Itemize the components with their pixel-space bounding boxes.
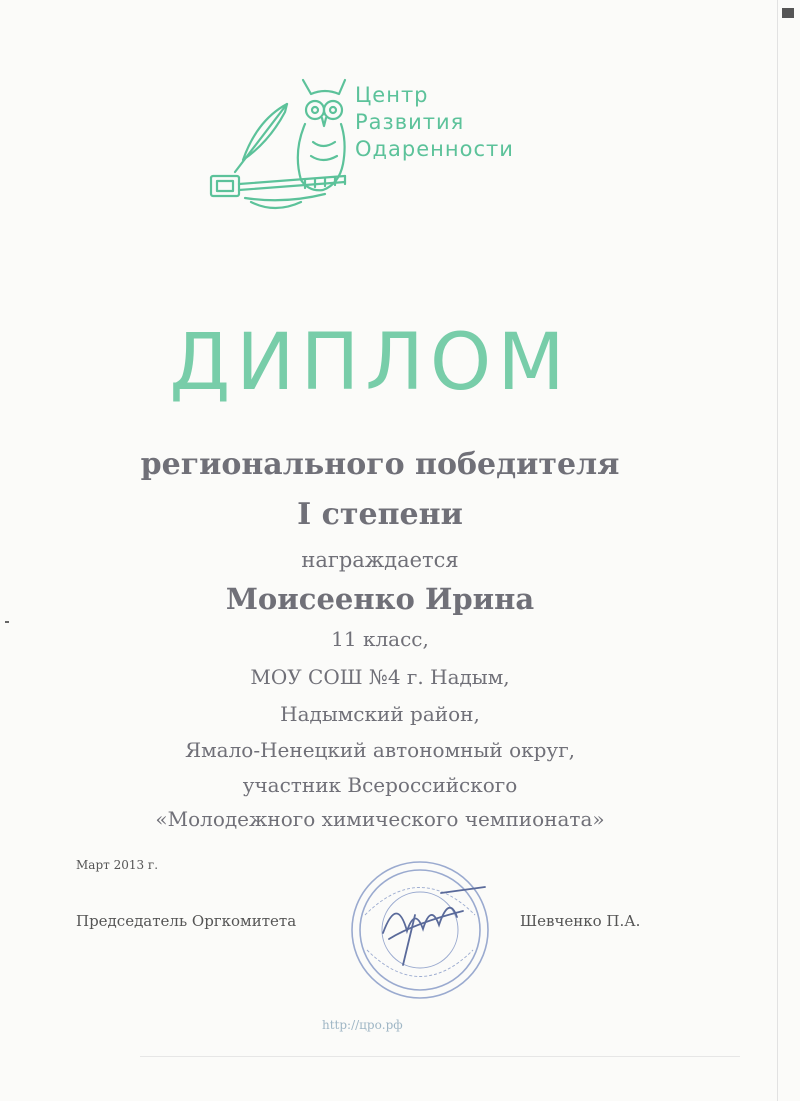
recipient-name: Моисеенко Ирина (225, 582, 535, 616)
recipient-school: МОУ СОШ №4 г. Надым, (250, 665, 510, 689)
diploma-title: ДИПЛОМ (169, 318, 571, 408)
scan-mark (782, 8, 794, 18)
award-level: регионального победителя (140, 447, 620, 482)
signatory-name: Шевченко П.А. (520, 912, 641, 930)
scan-mark (5, 621, 9, 623)
signatory-position: Председатель Оргкомитета (76, 912, 297, 930)
award-degree: I степени (297, 497, 463, 532)
issue-date: Март 2013 г. (76, 858, 159, 872)
website-link[interactable]: http://цро.рф (322, 1018, 403, 1032)
awarded-label: награждается (301, 548, 459, 572)
logo-wordmark (355, 82, 514, 163)
recipient-district: Надымский район, (280, 702, 480, 726)
logo-line: Развития (355, 110, 465, 134)
competition-name: «Молодежного химического чемпионата» (155, 807, 605, 831)
participation-note: участник Всероссийского (242, 773, 518, 797)
page-edge (777, 0, 778, 1101)
recipient-grade: 11 класс, (331, 627, 429, 651)
recipient-region: Ямало-Ненецкий автономный округ, (184, 738, 576, 762)
page-bottom-line (140, 1056, 740, 1057)
seal-stamp-icon (345, 855, 495, 1005)
logo-line: Одаренности (355, 137, 514, 161)
logo-line: Центр (355, 83, 429, 107)
